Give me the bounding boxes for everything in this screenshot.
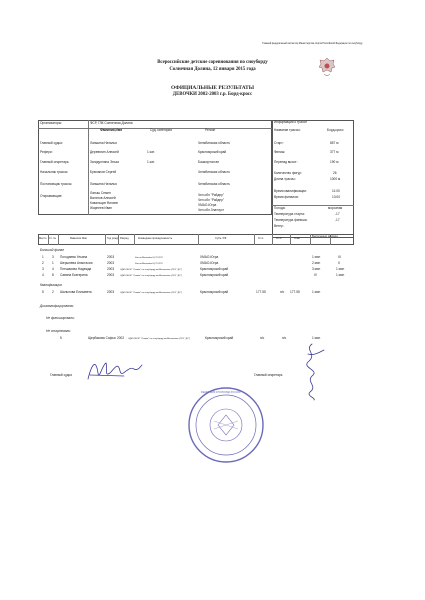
row-points: 3 кюн	[312, 267, 321, 271]
row-region: Красноярский край	[200, 273, 229, 277]
th-region: Субъ. РФ	[215, 237, 227, 240]
official-name-3: Загидуллина Эльза	[90, 160, 119, 164]
official-stamp	[186, 385, 266, 465]
row-run1: 177.55	[256, 290, 266, 294]
official-role-3: Главный секретарь:	[40, 160, 70, 164]
track-info-title: Информация о трассе	[274, 120, 308, 124]
row-region: Красноярский край	[200, 267, 229, 271]
track-wind-label: Ветер:	[274, 224, 284, 228]
row-result: 1 кюн	[336, 267, 345, 271]
organizers-label: Организаторы:	[40, 121, 62, 125]
forerunner-region-1: Чел.обл "Райдер"	[198, 193, 224, 197]
th-run2: Оч 2	[276, 237, 282, 240]
row-result: 1 кюн	[312, 290, 321, 294]
th-name: Фамилия Имя	[70, 237, 87, 240]
track-length-label: Длина трассы:	[274, 177, 296, 181]
official-role-5: Постановщик трассы:	[40, 182, 73, 186]
row-points: н/с	[280, 290, 285, 294]
row-bib: 3	[52, 255, 54, 259]
row-run1: н/с	[260, 336, 265, 340]
th-result: Выполнение разряда	[312, 235, 338, 238]
row-bib: 4	[52, 267, 54, 271]
row-run2: 177.55	[290, 290, 300, 294]
row-year: 2003	[107, 261, 115, 265]
header-official-results: ОФИЦИАЛЬНЫЕ РЕЗУЛЬТАТЫ	[170, 85, 255, 91]
row-points: IV	[314, 273, 318, 277]
track-final-time-label: Время финалов:	[274, 195, 299, 199]
header-place-date: Солнечная Долина, 12 января 2015 года	[169, 67, 256, 72]
th-place: Место	[39, 237, 47, 240]
forerunner-region-4: Чел.обл.Златоуст	[198, 208, 224, 212]
track-start-label: Старт:	[274, 141, 284, 145]
th-club: Командная принадлежность	[138, 237, 173, 240]
official-region-4: Челябинская область	[198, 170, 230, 174]
official-name-5: Лапшина Наталья	[90, 182, 117, 186]
row-region: Красноярский край	[205, 336, 234, 340]
row-place: 4	[42, 273, 44, 277]
row-name: Шершнева Анастасия	[60, 261, 93, 265]
track-qual-time-label: Время квалификации:	[274, 189, 307, 193]
track-figures-value: 26	[333, 171, 337, 175]
track-drop-label: Перепад высот:	[274, 160, 298, 164]
judge-signature	[84, 355, 144, 385]
track-temp-start-label: Температура старта:	[274, 212, 305, 216]
track-figures-label: Количество фигур:	[274, 171, 302, 175]
row-place: 5	[60, 336, 62, 340]
official-region-5: Челябинская область	[198, 182, 230, 186]
row-result: III	[338, 255, 341, 259]
row-club: Ханты-Мансийск ЦСП СКП	[135, 257, 163, 259]
row-name: Савина Екатерина	[60, 273, 88, 277]
official-role-1: Главный судья:	[40, 141, 63, 145]
track-qual-time-value: 11:00	[332, 189, 340, 193]
track-name-value: Борд-кросс	[327, 128, 344, 132]
track-name-label: Название трассы:	[274, 128, 301, 132]
official-cat-2: 1 кат.	[147, 150, 155, 154]
row-place: 2	[42, 261, 44, 265]
track-finish-label: Финиш:	[274, 150, 286, 154]
row-club: СДЮСШОР "Олимп" по сноуборду им.Молчанова (ЛСУ "ДС")	[120, 292, 183, 294]
col-name-header: Фамилия,Имя	[100, 128, 123, 132]
row-run2: н/с	[282, 336, 287, 340]
row-name: Щербакова Софья	[88, 336, 116, 340]
row-result: II	[338, 261, 340, 265]
track-final-time-value: 13:00	[332, 195, 340, 199]
row-club: СДЮСШОР "Олимп" по сноуборду им.Молчанова (ЛСУ "ДС")	[120, 269, 183, 271]
row-club: СДЮСШОР "Олимп" по сноуборду им.Молчанова (ЛСУ "ДС")	[128, 338, 191, 340]
row-year: 2003	[107, 267, 115, 271]
track-drop-value: 190 м	[330, 160, 339, 164]
official-name-2: Деревягин Алексей	[90, 150, 119, 154]
col-region-header: Регион	[205, 128, 216, 132]
row-name: Плешакова Надежда	[60, 267, 92, 271]
row-points: 1 кюн	[312, 255, 321, 259]
row-name: Погодаева Ульяна	[60, 255, 88, 259]
track-weather-label: Погода:	[274, 206, 286, 210]
th-year: Год рожд.	[107, 237, 119, 240]
row-place: 5	[42, 290, 44, 294]
row-result: 1 кюн	[312, 336, 321, 340]
forerunner-3: Ковальцов Филипп	[90, 201, 119, 205]
forerunner-region-2: Чел.обл "Райдер"	[198, 198, 224, 202]
track-finish-value: 377 м	[330, 150, 339, 154]
row-name: Шальнова Елизавета	[60, 290, 92, 294]
secretary-signature-label: Главный секретарь	[254, 373, 283, 377]
row-region: ХМАО-Югра	[200, 261, 219, 265]
track-start-value: 857 м	[330, 141, 339, 145]
disqualified-label: Дисквалифицированы:	[40, 304, 74, 308]
track-length-value: 1000 м	[330, 177, 341, 181]
official-cat-3: 1 кат.	[147, 160, 155, 164]
forerunner-region-3: ХМАО-Югра	[198, 203, 217, 207]
header-competition: Всероссийские детские соревнования по сноуборду	[157, 60, 268, 65]
dnf-label: Не финишировали:	[46, 316, 75, 320]
col-category-header: Суд. категория	[150, 128, 172, 132]
row-place: 1	[42, 255, 44, 259]
track-temp-finish-value: -17	[335, 218, 340, 222]
row-year: 2003	[107, 255, 115, 259]
track-temp-start-value: -17	[335, 212, 340, 216]
official-name-1: Лапшина Наталья	[90, 141, 117, 145]
th-points: Очки	[294, 237, 300, 240]
stamp-text: ФЕДЕРАЦИЯ СНОУБОРДА РОССИИ	[201, 392, 241, 394]
official-region-2: Красноярский край	[198, 150, 227, 154]
organizers-value: ФСР, ГЛК Солнечная Долина	[90, 121, 133, 125]
row-bib: 8	[52, 273, 54, 277]
row-year: 2003	[107, 273, 115, 277]
secretary-signature	[298, 342, 328, 402]
row-region: Красноярский край	[200, 290, 229, 294]
row-region: ХМАО-Югра	[200, 255, 219, 259]
row-points: 2 кюн	[312, 261, 321, 265]
official-role-2: Рефери:	[40, 150, 53, 154]
forerunner-1: Латыш Семен	[90, 191, 111, 195]
forerunner-4: Жарнеев Иван	[90, 206, 112, 210]
row-year: 2003	[107, 290, 115, 294]
row-year: 2002	[117, 336, 125, 340]
official-role-4: Начальник трассы:	[40, 170, 69, 174]
big-final-label: Большой финал	[40, 248, 65, 252]
track-temp-finish-label: Температура финиша:	[274, 218, 308, 222]
official-region-1: Челябинская область	[198, 141, 230, 145]
row-club: Ханты-Мансийск ЦСП СКП	[135, 263, 163, 265]
row-bib: 2	[52, 290, 54, 294]
track-weather-value: морозная	[328, 206, 343, 210]
th-bib: Ст. №	[49, 237, 56, 240]
th-run1: Оч 1	[258, 237, 264, 240]
forerunners-label: Открывающие:	[40, 194, 63, 198]
header-category: ДЕВОЧКИ 2002-2003 г.р. Борд-кросс	[172, 92, 253, 97]
top-note: Главный федеральный инспектор Министерства спорта Российской Федерации по сноуборду	[262, 43, 363, 45]
official-region-3: Башкортостан	[198, 160, 220, 164]
judge-signature-label: Главный судья	[50, 373, 72, 377]
row-bib: 1	[52, 261, 54, 265]
official-name-4: Брюханов Сергей	[90, 170, 117, 174]
forerunner-2: Валитов Алексей	[90, 196, 116, 200]
qualification-label: Квалификация	[40, 283, 62, 287]
row-result: 1 кюн	[336, 273, 345, 277]
th-rank: Разряд	[120, 237, 129, 240]
officials-box	[38, 120, 272, 215]
row-club: СДЮСШОР "Олимп" по сноуборду им.Молчанова (ЛСУ "ДС")	[120, 275, 183, 277]
row-place: 3	[42, 267, 44, 271]
dns-label: Не стартовали:	[46, 329, 71, 333]
